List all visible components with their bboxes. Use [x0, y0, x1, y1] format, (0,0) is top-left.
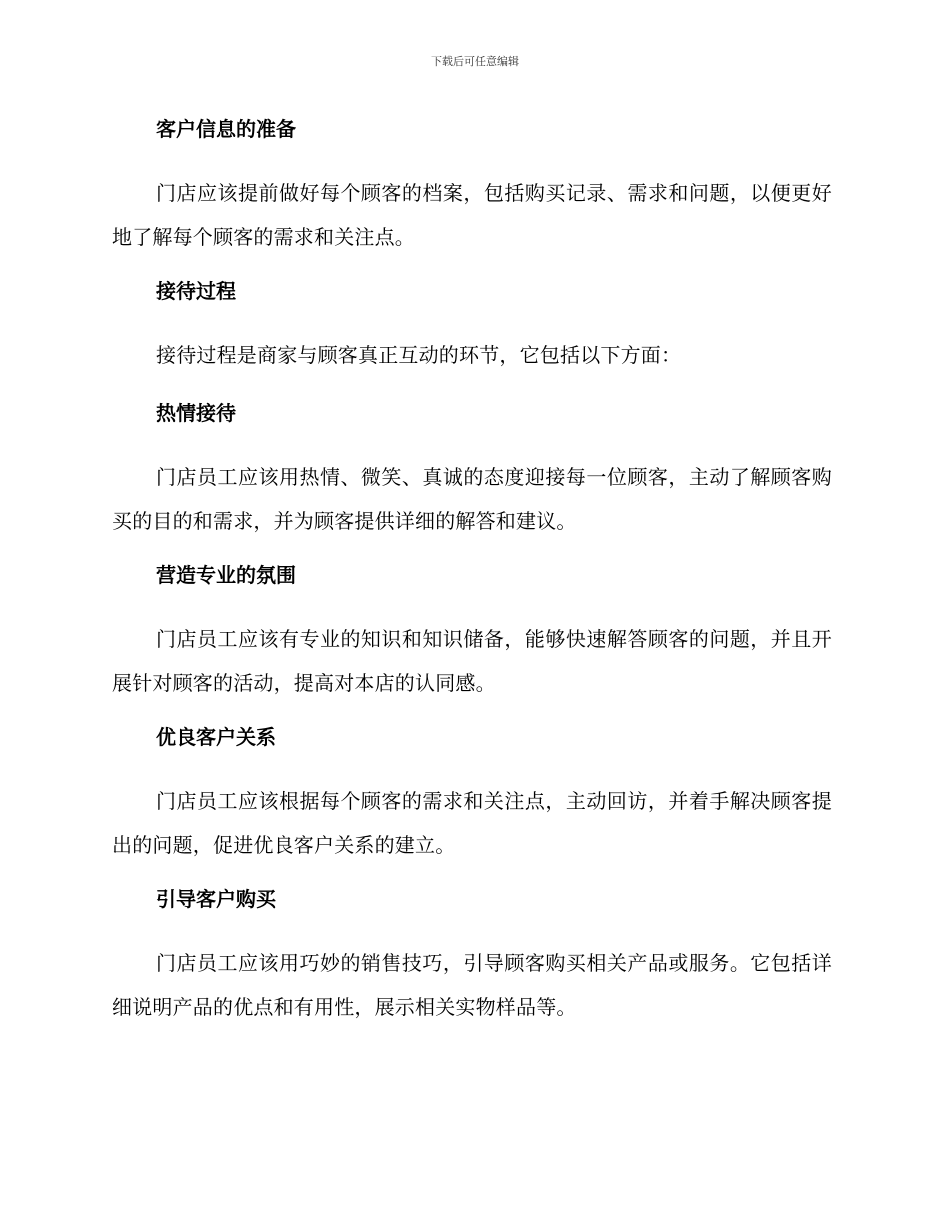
- document-body: [112, 113, 832, 1045]
- section-paragraph: 门店应该提前做好每个顾客的档案，包括购买记录、需求和问题，以便更好地了解每个顾客的需求和关注点。: [112, 181, 832, 249]
- section-customer-relations: [112, 721, 832, 867]
- section-reception-process: [112, 275, 832, 377]
- section-warm-reception: [112, 397, 832, 543]
- section-professional-atmosphere: [112, 559, 832, 705]
- section-paragraph: 接待过程是商家与顾客真正互动的环节，它包括以下方面：: [156, 343, 682, 367]
- section-paragraph: 门店员工应该用热情、微笑、真诚的态度迎接每一位顾客，主动了解顾客购买的目的和需求，并为顾客提供详细的解答和建议。: [112, 465, 832, 533]
- page-header: 下载后可任意编辑: [431, 55, 519, 68]
- section-customer-info: [112, 113, 832, 259]
- section-heading: 接待过程: [156, 279, 236, 303]
- section-paragraph: 门店员工应该根据每个顾客的需求和关注点，主动回访，并着手解决顾客提出的问题，促进优良客户关系的建立。: [112, 789, 832, 857]
- section-heading: 热情接待: [156, 401, 236, 425]
- section-paragraph: 门店员工应该用巧妙的销售技巧，引导顾客购买相关产品或服务。它包括详细说明产品的优点和有用性，展示相关实物样品等。: [112, 951, 832, 1019]
- section-heading: 引导客户购买: [156, 887, 276, 911]
- section-heading: 优良客户关系: [156, 725, 276, 749]
- section-paragraph: 门店员工应该有专业的知识和知识储备，能够快速解答顾客的问题，并且开展针对顾客的活动，提高对本店的认同感。: [112, 627, 832, 695]
- section-heading: 客户信息的准备: [156, 117, 296, 141]
- section-guide-purchase: [112, 883, 832, 1029]
- section-heading: 营造专业的氛围: [156, 563, 296, 587]
